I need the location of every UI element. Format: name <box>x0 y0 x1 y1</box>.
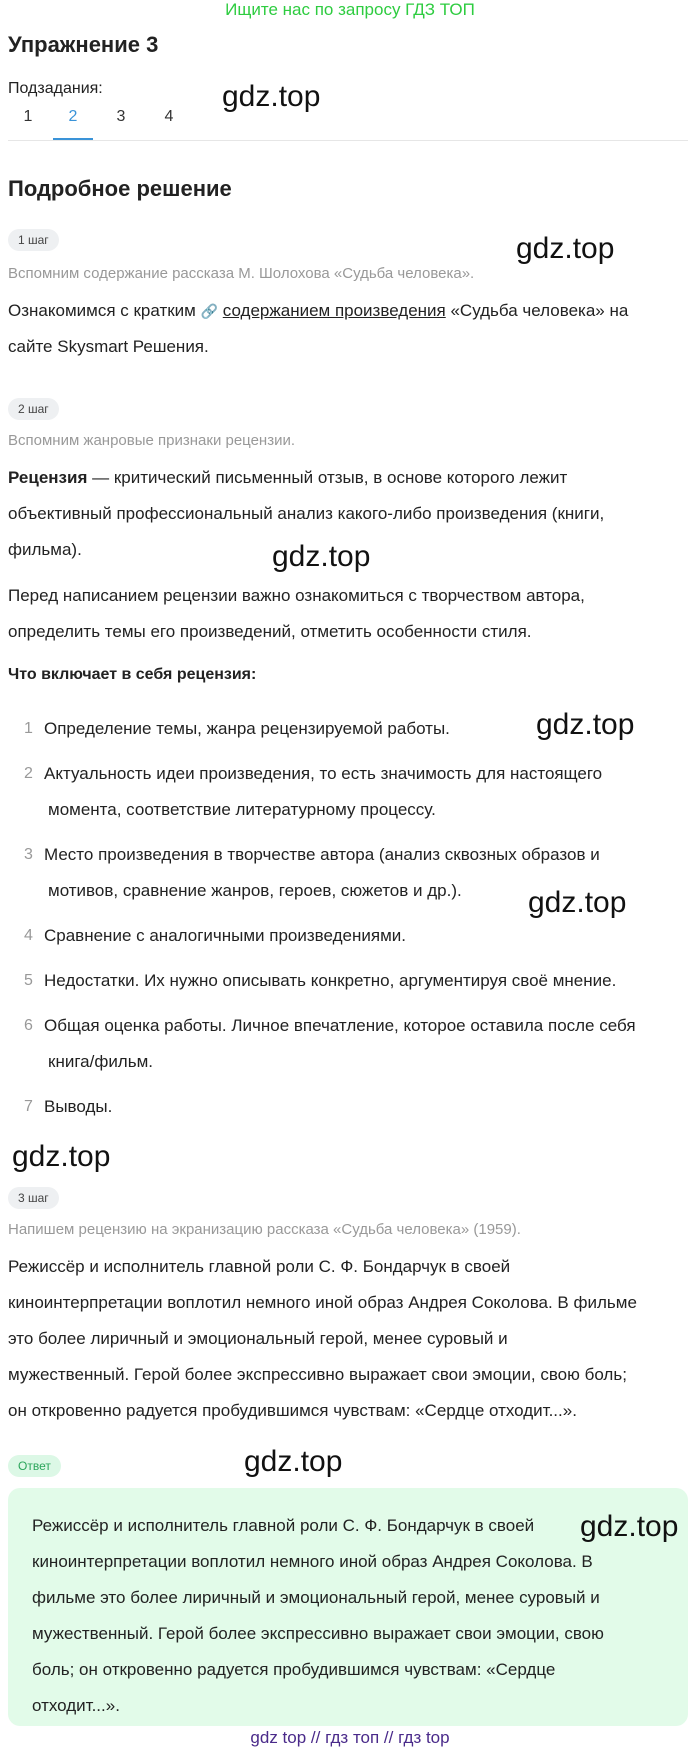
tab-2[interactable]: 2 <box>53 108 93 140</box>
list-item: Актуальность идеи произведения, то есть значимость для настоящего <box>44 764 603 783</box>
watermark: gdz.top <box>536 708 635 741</box>
watermark: gdz.top <box>12 1140 111 1173</box>
paragraph <box>8 578 688 650</box>
step1-text <box>8 293 688 365</box>
tab-1[interactable]: 1 <box>23 108 33 125</box>
tab-4[interactable]: 4 <box>164 108 174 125</box>
answer-text <box>32 1508 672 1724</box>
list-number: 3 <box>24 846 33 863</box>
step-badge: 3 шаг <box>8 1187 59 1209</box>
list-item: Определение темы, жанра рецензируемой работы. <box>44 719 450 738</box>
text: мужественный. Герой более экспрессивно выражает свои эмоции, свою <box>32 1624 604 1643</box>
step-hint: Напишем рецензию на экранизацию рассказа «Судьба человека» (1959). <box>8 1221 521 1238</box>
step-hint: Вспомним содержание рассказа М. Шолохова «Судьба человека». <box>8 265 475 282</box>
list-number: 1 <box>24 720 33 737</box>
list-item-cont: книга/фильм. <box>48 1052 153 1071</box>
text: киноинтерпретации воплотил немного иной образ Андрея Соколова. В <box>32 1552 593 1571</box>
watermark: gdz.top <box>222 80 321 113</box>
text: отходит...». <box>32 1696 120 1715</box>
text: сайте Skysmart Решения. <box>8 337 209 356</box>
text: фильма). <box>8 540 82 559</box>
list-item: Недостатки. Их нужно описывать конкретно, аргументируя своё мнение. <box>44 971 617 990</box>
footer: gdz top // гдз топ // гдз top <box>250 1728 450 1747</box>
step-badge: 1 шаг <box>8 229 59 251</box>
list-number: 6 <box>24 1017 33 1034</box>
text: Режиссёр и исполнитель главной роли С. Ф. Бондарчук в своей <box>32 1516 535 1535</box>
subtasks-label: Подзадания: <box>8 80 103 97</box>
text: определить темы его произведений, отметить особенности стиля. <box>8 622 532 641</box>
watermark: gdz.top <box>516 232 615 265</box>
answer-badge: Ответ <box>8 1455 61 1477</box>
list-item: Общая оценка работы. Личное впечатление, которое оставила после себя <box>44 1016 636 1035</box>
list-number: 2 <box>24 765 33 782</box>
subtask-tabs <box>8 108 688 141</box>
step-badge: 2 шаг <box>8 398 59 420</box>
list-item: Сравнение с аналогичными произведениями. <box>44 926 406 945</box>
text: — критический письменный отзыв, в основе которого лежит <box>87 468 568 487</box>
text: Режиссёр и исполнитель главной роли С. Ф. Бондарчук в своей <box>8 1257 511 1276</box>
watermark: gdz.top <box>244 1445 343 1478</box>
top-banner: Ищите нас по запросу ГДЗ ТОП <box>225 0 475 19</box>
step3-text <box>8 1249 688 1429</box>
text: фильме это более лиричный и эмоциональный герой, менее суровый и <box>32 1588 600 1607</box>
text: это более лиричный и эмоциональный герой, менее суровый и <box>8 1329 508 1348</box>
list-number: 5 <box>24 972 33 989</box>
text: мужественный. Герой более экспрессивно выражает свои эмоции, свою боль; <box>8 1365 627 1384</box>
text: объективный профессиональный анализ какого-либо произведения (книги, <box>8 504 605 523</box>
text: Перед написанием рецензии важно ознакомиться с творчеством автора, <box>8 586 585 605</box>
tab-3[interactable]: 3 <box>116 108 126 125</box>
content-link[interactable]: содержанием произведения <box>222 301 446 320</box>
list-item: Выводы. <box>44 1097 113 1116</box>
text: «Судьба человека» на <box>450 301 629 320</box>
solution-heading: Подробное решение <box>8 176 232 201</box>
step-hint: Вспомним жанровые признаки рецензии. <box>8 432 296 449</box>
list-item-cont: момента, соответствие литературному процессу. <box>48 800 436 819</box>
list-heading: Что включает в себя рецензия: <box>8 666 257 683</box>
text: боль; он откровенно радуется пробудившимся чувствам: «Сердце <box>32 1660 556 1679</box>
list-item-cont: мотивов, сравнение жанров, героев, сюжетов и др.). <box>48 881 462 900</box>
list-number: 4 <box>24 927 33 944</box>
list-number: 7 <box>24 1098 33 1115</box>
page-title: Упражнение 3 <box>8 32 159 57</box>
watermark: gdz.top <box>528 886 627 919</box>
watermark: gdz.top <box>272 540 371 573</box>
text: Ознакомимся с кратким <box>8 301 196 320</box>
list-item: Место произведения в творчестве автора (анализ сквозных образов и <box>44 845 600 864</box>
text: он откровенно радуется пробудившимся чувствам: «Сердце отходит...». <box>8 1401 577 1420</box>
text: киноинтерпретации воплотил немного иной образ Андрея Соколова. В фильме <box>8 1293 637 1312</box>
term: Рецензия <box>8 468 88 487</box>
link-icon: 🔗 <box>200 303 219 319</box>
watermark: gdz.top <box>580 1510 679 1543</box>
